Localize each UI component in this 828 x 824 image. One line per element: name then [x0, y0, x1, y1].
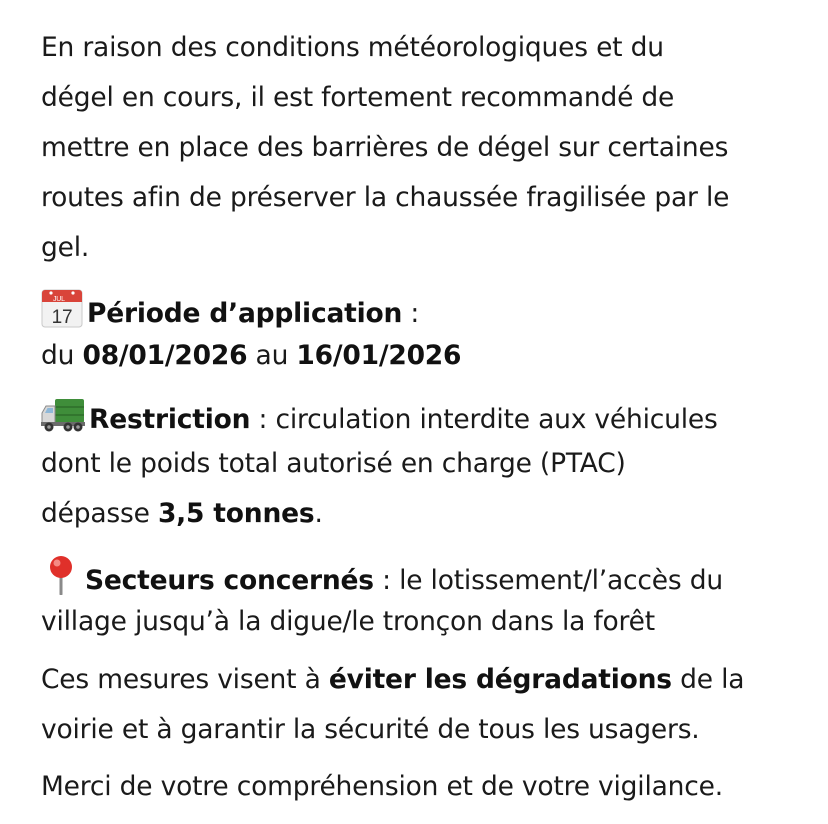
sectors-heading — [41, 555, 723, 604]
measures-emphasis: éviter les dégradations — [328, 664, 672, 695]
sectors-text: : le lotissement/l’accès du — [373, 565, 723, 596]
period-from-prefix: du — [41, 340, 83, 371]
end-date: 16/01/2026 — [296, 340, 462, 371]
measures-prefix: Ces mesures visent à — [41, 664, 329, 695]
period-dates — [41, 339, 461, 373]
measures-suffix: de la — [671, 664, 745, 695]
intro-line: routes afin de préserver la chaussée fragilisée par le — [41, 182, 730, 213]
restriction-text: : circulation interdite aux véhicules — [250, 404, 718, 435]
restriction-heading — [41, 396, 718, 443]
start-date: 08/01/2026 — [82, 340, 248, 371]
sectors-line: village jusqu’à la digue/le tronçon dans la forêt — [41, 606, 655, 637]
measures-line — [41, 663, 744, 697]
restriction-limit-line — [41, 497, 323, 531]
calendar-month: JUL — [53, 296, 65, 303]
restriction-line: dont le poids total autorisé en charge (PTAC) — [41, 448, 626, 479]
period-label: Période d’application — [87, 298, 403, 329]
truck-icon — [41, 396, 85, 443]
intro-line: gel. — [41, 232, 90, 263]
intro-line: mettre en place des barrières de dégel sur certaines — [41, 132, 729, 163]
intro-line: En raison des conditions météorologiques et du — [41, 32, 664, 63]
period-separator: : — [402, 298, 420, 329]
period-connector: au — [247, 340, 297, 371]
restriction-label: Restriction — [89, 404, 251, 435]
measures-line: voirie et à garantir la sécurité de tous les usagers. — [41, 714, 700, 745]
closing-line: Merci de votre compréhension et de votre vigilance. — [41, 771, 723, 802]
intro-line: dégel en cours, il est fortement recommandé de — [41, 82, 675, 113]
calendar-day: 17 — [51, 307, 73, 328]
sectors-label: Secteurs concernés — [85, 565, 374, 596]
weight-limit: 3,5 tonnes — [157, 498, 315, 529]
period-heading — [41, 288, 419, 337]
restriction-limit-suffix: . — [314, 498, 323, 529]
calendar-icon — [41, 288, 83, 337]
pushpin-icon — [41, 555, 81, 604]
restriction-limit-prefix: dépasse — [41, 498, 158, 529]
